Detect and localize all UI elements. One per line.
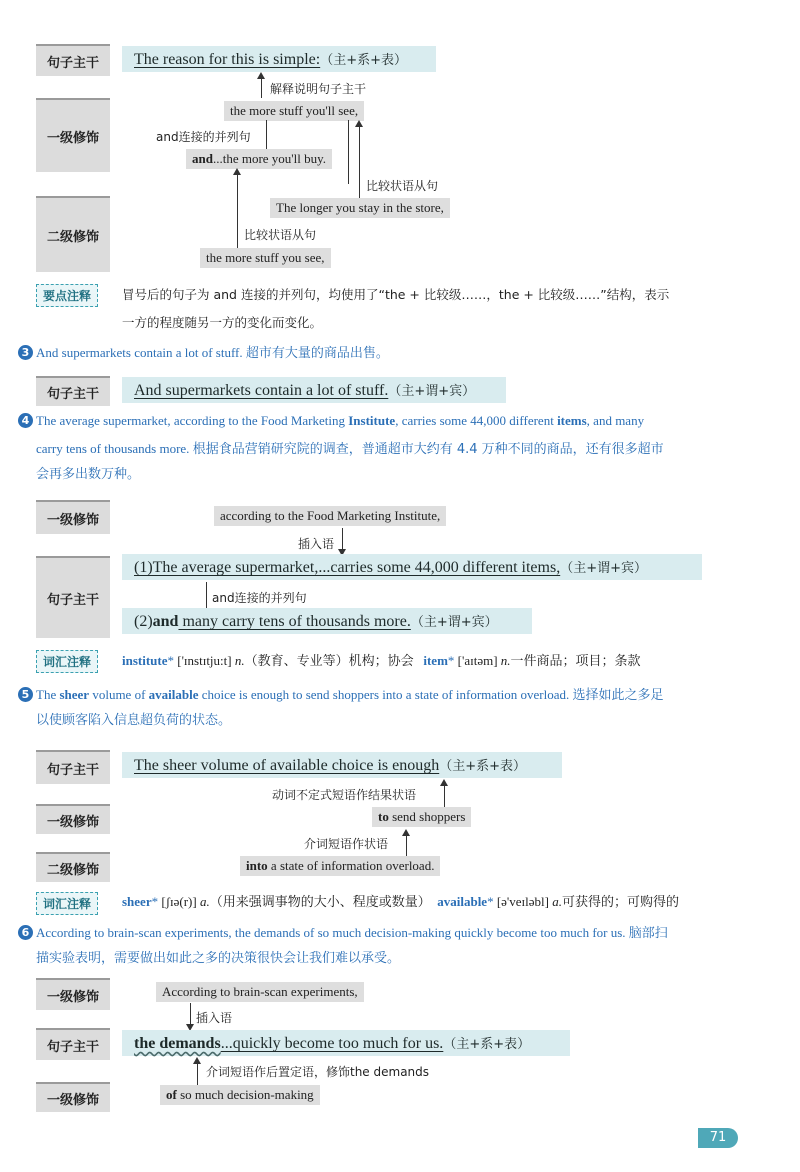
vocab-4-line	[122, 648, 641, 675]
vocab-5-line	[122, 889, 679, 916]
s4-e: , and many	[586, 413, 645, 428]
s4-main1: (1)The average supermarket,...carries some 44,000 different items,	[134, 559, 561, 576]
into-bold: into	[246, 858, 268, 873]
s4-main2-and: and	[152, 613, 179, 630]
vocab-def-1: （教育、专业等）机构；协会	[244, 654, 414, 669]
connector-line	[348, 120, 349, 184]
s4-main2-structure: （主+谓+宾）	[410, 615, 498, 630]
label-level2-s2: 二级修饰	[36, 196, 110, 272]
to-bold: to	[378, 809, 389, 824]
s5-main: The sheer volume of available choice is enough	[134, 757, 440, 774]
connector-line	[237, 174, 238, 248]
vocab-word-2: item	[423, 653, 448, 668]
label-main-s2: 句子主干	[36, 44, 110, 76]
number-3-icon: 3	[18, 345, 33, 360]
number-5-icon: 5	[18, 687, 33, 702]
s4-b: Institute	[348, 413, 396, 428]
s4-a: The average supermarket, according to the Food Marketing	[36, 413, 349, 428]
vocab-tag-4: 词汇注释	[36, 650, 98, 673]
sentence-6-line-1	[18, 920, 668, 947]
of-box	[160, 1085, 320, 1105]
according-box-s6: According to brain-scan experiments,	[156, 982, 364, 1002]
s5-c: volume of	[89, 687, 149, 702]
s3-cn: 超市有大量的商品出售。	[245, 346, 389, 361]
page-number: 71	[698, 1128, 738, 1148]
annotation-prep-s5: 介词短语作状语	[304, 837, 389, 851]
s4-main2-a: (2)	[134, 613, 153, 630]
s6-structure: （主+系+表）	[443, 1037, 531, 1052]
vocab5-ipa-1: [ʃɪə(r)]	[161, 894, 197, 909]
sentence-3	[18, 340, 389, 367]
s6-main-rest: ...quickly become too much for us.	[220, 1035, 444, 1052]
star-icon: *	[487, 894, 494, 909]
to-rest: send shoppers	[388, 809, 466, 824]
main-sentence-s5	[134, 755, 526, 775]
clause-b-rest: ...the more you'll buy.	[212, 151, 327, 166]
label-main-s6: 句子主干	[36, 1028, 110, 1060]
vocab5-ipa-2: [ə'veɪləbl]	[496, 894, 549, 909]
number-4-icon: 4	[18, 413, 33, 428]
annotation-comp2: 比较状语从句	[244, 228, 317, 242]
label-level1a-s6: 一级修饰	[36, 978, 110, 1010]
number-6-icon: 6	[18, 925, 33, 940]
main-structure: （主+系+表）	[320, 53, 407, 68]
s4-c: , carries some 44,000 different	[395, 413, 558, 428]
s4-main2-rest: many carry tens of thousands more.	[178, 613, 411, 630]
note-tag: 要点注释	[36, 284, 98, 307]
s3-structure: （主+谓+宾）	[388, 384, 476, 399]
annotation-comp1: 比较状语从句	[366, 179, 439, 193]
clause-d-box: the more stuff you see,	[200, 248, 331, 268]
s5-a: The	[36, 687, 60, 702]
vocab-pos-1: n.	[234, 653, 245, 668]
s4-main1-structure: （主+谓+宾）	[560, 561, 647, 576]
vocab5-def-2: 可获得的；可购得的	[561, 895, 679, 910]
label-main-s5: 句子主干	[36, 750, 110, 784]
annotation-explain: 解释说明句子主干	[270, 82, 367, 96]
vocab5-word-2: available	[437, 894, 488, 909]
star-icon: *	[447, 653, 455, 668]
note-line-2: 一方的程度随另一方的变化而变化。	[122, 315, 323, 330]
vocab-ipa-1: ['ɪnstɪtju:t]	[177, 653, 232, 668]
label-level1-s2: 一级修饰	[36, 98, 110, 172]
sentence-4-line-2	[36, 436, 664, 463]
vocab5-def-1: （用来强调事物的大小、程度或数量）	[209, 895, 431, 910]
into-box	[240, 856, 440, 876]
sentence-5-line-2: 以使顾客陷入信息超负荷的状态。	[36, 713, 232, 728]
annotation-and-s4: and连接的并列句	[212, 591, 307, 605]
sentence-4-line-3: 会再多出数万种。	[36, 467, 141, 482]
star-icon: *	[151, 894, 159, 909]
s5-b: sheer	[59, 687, 90, 702]
annotation-inf: 动词不定式短语作结果状语	[272, 788, 417, 802]
main-sentence-s4-1	[134, 557, 647, 577]
according-box-s4: according to the Food Marketing Institute,	[214, 506, 446, 526]
vocab-def-2: 一件商品；项目；条款	[510, 654, 641, 669]
s4-line2-cn: 根据食品营销研究院的调查，普通超市大约有 4.4 万种不同的商品，还有很多超市	[192, 442, 664, 457]
s6-main-bold: the demands	[134, 1035, 221, 1052]
sentence-4-line-1	[18, 408, 644, 434]
s5-cn-1: 选择如此之多足	[572, 688, 664, 703]
vocab-tag-5: 词汇注释	[36, 892, 98, 915]
vocab5-word-1: sheer	[122, 894, 152, 909]
main-sentence-s4-2	[134, 611, 498, 631]
label-level2-s5: 二级修饰	[36, 852, 110, 882]
connector-line	[261, 78, 262, 98]
s6-en: According to brain-scan experiments, the demands of so much decision-making quickly become too much for us.	[36, 925, 626, 940]
sentence-5-line-1	[18, 682, 664, 709]
of-bold: of	[166, 1087, 177, 1102]
vocab5-pos-2: a.	[552, 894, 562, 909]
main-sentence-s2	[134, 49, 407, 69]
connector-line	[444, 785, 445, 807]
into-rest: a state of information overload.	[267, 858, 435, 873]
connector-line	[406, 835, 407, 857]
s5-d: available	[148, 687, 199, 702]
s3-en: And supermarkets contain a lot of stuff.	[36, 345, 243, 360]
clause-b-and: and	[192, 151, 213, 166]
label-level1-s5: 一级修饰	[36, 804, 110, 834]
annotation-insert-s4: 插入语	[298, 537, 335, 551]
vocab5-pos-1: a.	[199, 894, 210, 909]
connector-line	[206, 582, 207, 610]
s4-line2-en: carry tens of thousands more.	[36, 441, 190, 456]
label-level1b-s6: 一级修饰	[36, 1082, 110, 1112]
vocab-word-1: institute	[122, 653, 168, 668]
annotation-and: and连接的并列句	[156, 130, 251, 144]
label-main-s4: 句子主干	[36, 556, 110, 638]
of-rest: so much decision-making	[176, 1087, 314, 1102]
clause-b-box	[186, 149, 332, 169]
connector-line	[197, 1063, 198, 1085]
s5-e: choice is enough to send shoppers into a state of information overload.	[198, 687, 570, 702]
s4-d: items	[557, 413, 587, 428]
s5-structure: （主+系+表）	[439, 759, 527, 774]
s3-main: And supermarkets contain a lot of stuff.	[134, 382, 389, 399]
note-line-1: 冒号后的句子为 and 连接的并列句，均使用了“the + 比较级……，the + 比较级……”结构，表示	[122, 287, 670, 302]
label-main-s3: 句子主干	[36, 376, 110, 406]
main-text: The reason for this is simple:	[134, 51, 321, 68]
annotation-insert-s6: 插入语	[196, 1011, 233, 1025]
to-box	[372, 807, 471, 827]
star-icon: *	[167, 653, 174, 668]
main-sentence-s3	[134, 380, 475, 400]
vocab-ipa-2: ['aɪtəm]	[457, 653, 498, 668]
clause-c-box: The longer you stay in the store,	[270, 198, 450, 218]
connector-line	[266, 120, 267, 150]
clause-a-box: the more stuff you'll see,	[224, 101, 364, 121]
s6-cn-1: 脑部扫	[628, 926, 668, 941]
connector-line	[342, 528, 343, 550]
connector-line	[359, 126, 360, 198]
label-level1-s4: 一级修饰	[36, 500, 110, 534]
sentence-6-line-2: 描实验表明，需要做出如此之多的决策很快会让我们难以承受。	[36, 951, 401, 966]
annotation-prep-s6: 介词短语作后置定语，修饰the demands	[206, 1065, 430, 1079]
main-sentence-s6	[134, 1033, 530, 1053]
vocab-pos-2: n.	[500, 653, 511, 668]
connector-line	[190, 1003, 191, 1025]
